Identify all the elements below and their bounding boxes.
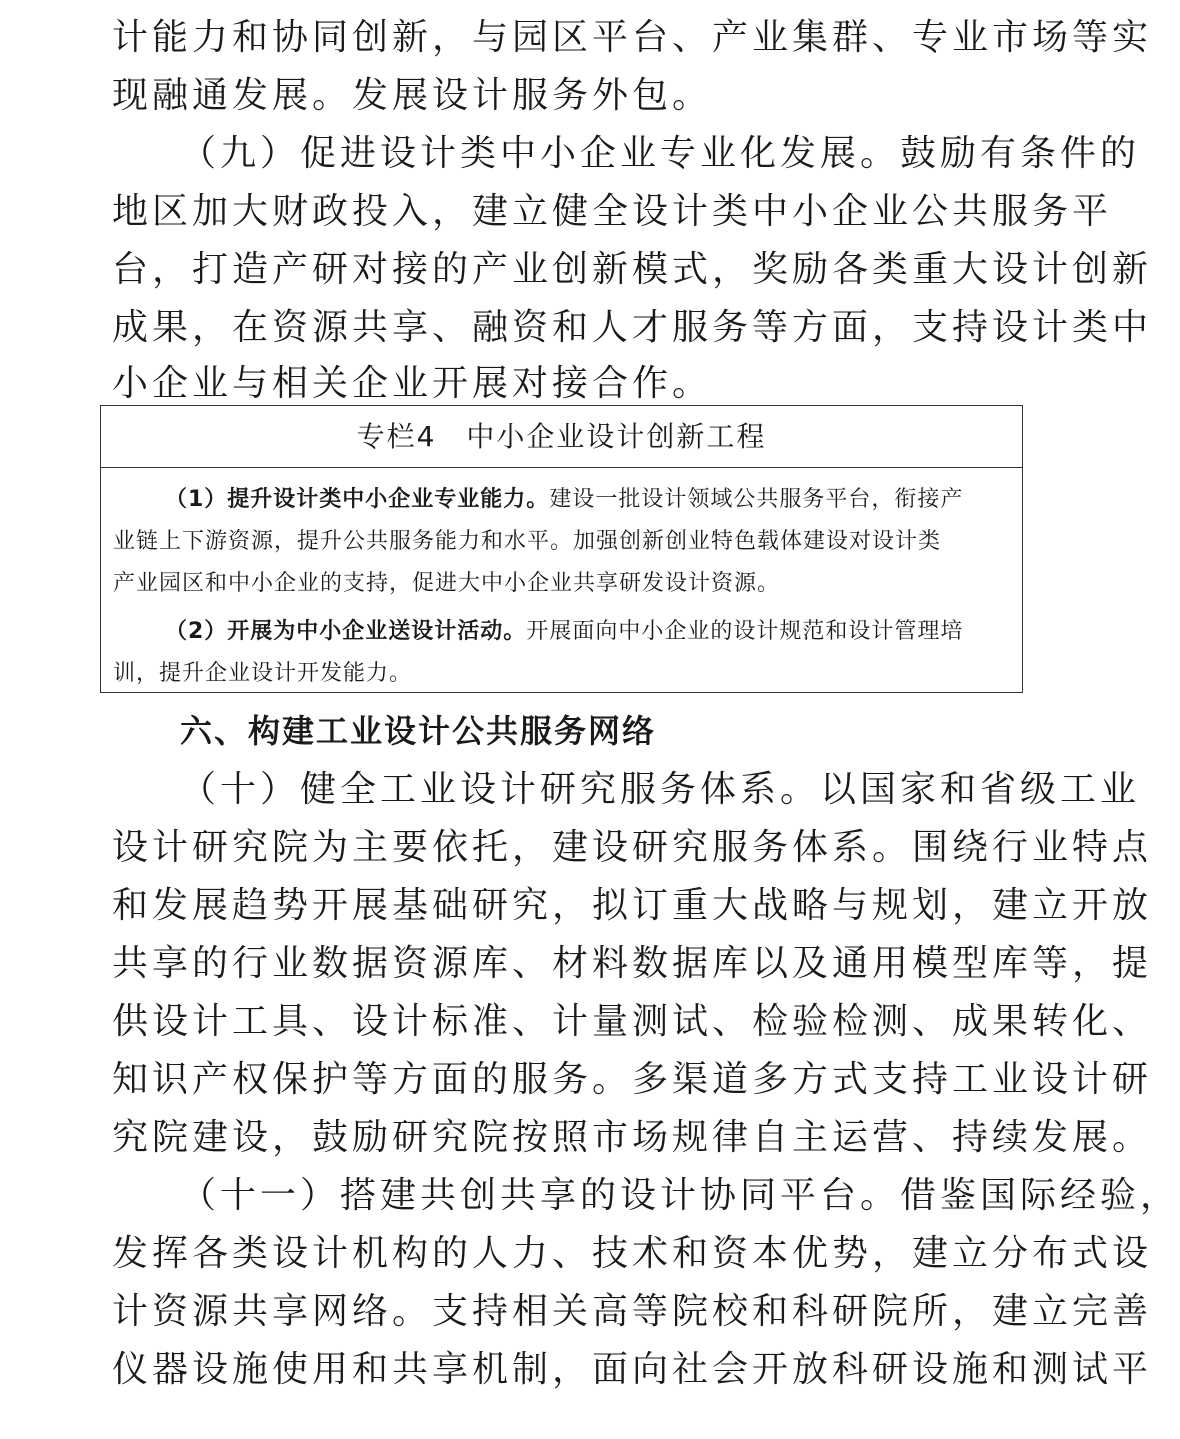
para-11-line: 仪器设施使用和共享机制，面向社会开放科研设施和测试平 bbox=[112, 1349, 1153, 1390]
box-item-1-first-rest: 建设一批设计领域公共服务平台，衔接产 bbox=[549, 487, 964, 512]
box-item-2-first-rest: 开展面向中小企业的设计规范和设计管理培 bbox=[526, 619, 964, 644]
top-paragraph-line: 计能力和协同创新，与园区平台、产业集群、专业市场等实 bbox=[112, 17, 1153, 58]
box-item-2-heading: （2）开展为中小企业送设计活动。 bbox=[165, 619, 527, 644]
top-paragraph-line: 现融通发展。发展设计服务外包。 bbox=[112, 75, 713, 116]
para-9-heading: （九）促进设计类中小企业专业化发展。 bbox=[180, 133, 901, 174]
para-9-line: 地区加大财政投入，建立健全设计类中小企业公共服务平 bbox=[112, 191, 1113, 232]
para-11-first-line bbox=[180, 1175, 1180, 1216]
box-item-1-first-line bbox=[165, 486, 1013, 514]
box-item-2-line: 训，提升企业设计开发能力。 bbox=[113, 661, 413, 686]
box-item-1-line: 产业园区和中小企业的支持，促进大中小企业共享研发设计资源。 bbox=[113, 571, 781, 596]
para-10-line: 究院建设，鼓励研究院按照市场规律自主运营、持续发展。 bbox=[112, 1117, 1153, 1158]
para-9-first-line bbox=[180, 133, 1141, 174]
para-10-line: 供设计工具、设计标准、计量测试、检验检测、成果转化、 bbox=[112, 1001, 1153, 1042]
box-item-2-first-line bbox=[165, 618, 1013, 646]
box-item-1-heading: （1）提升设计类中小企业专业能力。 bbox=[165, 487, 550, 512]
para-11-heading: （十一）搭建共创共享的设计协同平台。 bbox=[180, 1175, 901, 1216]
para-10-first-rest: 以国家和省级工业 bbox=[820, 769, 1141, 810]
para-10-first-line bbox=[180, 769, 1141, 810]
column-box bbox=[100, 405, 1023, 693]
para-10-line: 和发展趋势开展基础研究，拟订重大战略与规划，建立开放 bbox=[112, 885, 1153, 926]
para-9-line: 台，打造产研对接的产业创新模式，奖励各类重大设计创新 bbox=[112, 249, 1153, 290]
para-9-line: 小企业与相关企业开展对接合作。 bbox=[112, 363, 713, 404]
para-9-line: 成果，在资源共享、融资和人才服务等方面，支持设计类中 bbox=[112, 307, 1153, 348]
para-9-first-rest: 鼓励有条件的 bbox=[900, 133, 1141, 174]
para-10-heading: （十）健全工业设计研究服务体系。 bbox=[180, 769, 821, 810]
para-10-line: 共享的行业数据资源库、材料数据库以及通用模型库等，提 bbox=[112, 943, 1153, 984]
para-11-line: 发挥各类设计机构的人力、技术和资本优势，建立分布式设 bbox=[112, 1233, 1153, 1274]
box-item-1-line: 业链上下游资源，提升公共服务能力和水平。加强创新创业特色载体建设对设计类 bbox=[113, 529, 942, 554]
section-6-heading: 六、构建工业设计公共服务网络 bbox=[180, 712, 657, 750]
para-10-line: 知识产权保护等方面的服务。多渠道多方式支持工业设计研 bbox=[112, 1059, 1153, 1100]
para-11-first-rest: 借鉴国际经验， bbox=[900, 1175, 1180, 1216]
column-box-title: 专栏4 中小企业设计创新工程 bbox=[101, 406, 1022, 468]
para-10-line: 设计研究院为主要依托，建设研究服务体系。围绕行业特点 bbox=[112, 827, 1153, 868]
para-11-line: 计资源共享网络。支持相关高等院校和科研院所，建立完善 bbox=[112, 1291, 1153, 1332]
